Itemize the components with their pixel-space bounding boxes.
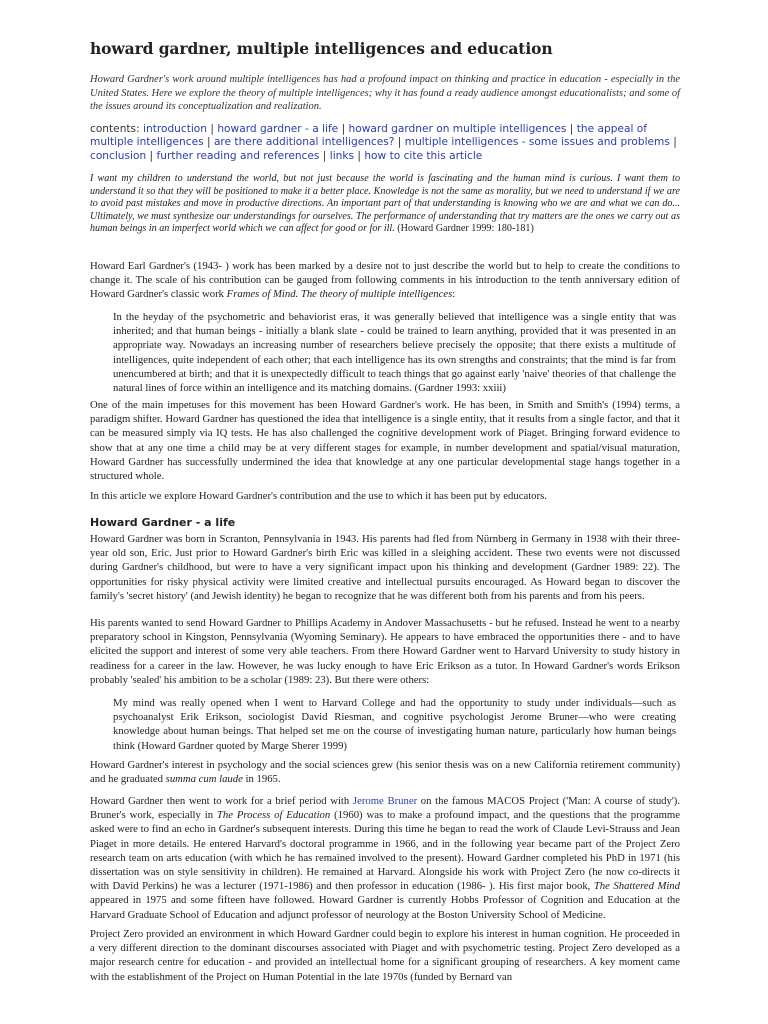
opening-quote-text: I want my children to understand the world, but not just because the world is fascinating and the human mind is curious. I want them to understand it so that they will be positioned to make it a better place. Knowledge is not the same as morality, but we need to understand if we are to avoid past mistakes and move in productive directions. An important part of that understanding is knowing who we are and what we can do... Ultimately, we must synthesize our understandings for ourselves. The performance of understanding that try matters are the ones we carry out as human beings in an imperfect world which we can affect for good or for ill. — [90, 173, 680, 234]
book-title: The Shattered Mind — [593, 880, 680, 893]
contents-link-further-reading[interactable]: further reading and references — [156, 149, 320, 162]
contents-link-introduction[interactable]: introduction — [143, 123, 208, 135]
section-heading: Howard Gardner - a life — [90, 516, 236, 529]
paragraph-text: (1960) was to make a profound impact, and the questions that the programme asked were to find an echo in Gardner's subsequent interests. During this time he began to read the work of Claude Levi-Strauss and Jean Piaget in more details. He entered Harvard's doctoral programme in 1966, and in the following year became part of the Project Zero research team on arts education (with which he has remained involved to the present). Howard Gardner completed his PhD in 1971 (his dissertation was on style sensitivity in children). He remained at Harvard. Alongside his work with Project Zero (he now co-directs it with David Perkins) he was a lecturer (1971-1986) and then professor in education (1986- ). His first major book, — [90, 809, 680, 893]
paragraph-text: appeared in 1975 and some fifteen have followed. Howard Gardner is currently Hobbs Professor of Cognition and Education at the Harvard Graduate School of Education and adjunct professor of neurology at the Boston University School of Medicine. — [90, 894, 680, 921]
contents-separator: | — [149, 149, 154, 162]
contents-separator: | — [206, 136, 211, 149]
book-title: The Process of Education — [216, 809, 331, 822]
contents-separator: | — [357, 149, 361, 162]
paragraph-text: on the famous MACOS Project ('Man: A course of study'). Bruner's work, especially in — [90, 795, 681, 822]
contents-separator: | — [322, 149, 327, 162]
contents-link-appeal[interactable]: the appeal of multiple intelligences — [90, 123, 647, 149]
contents-link-additional-intelligences[interactable]: are there additional intelligences? — [213, 136, 395, 149]
paragraph-education: His parents wanted to send Howard Gardner to Phillips Academy in Andover Massachusetts - but he refused. Instead he went to a nearby preparatory school in Kingston, Pennsylvania (Wyoming Seminary). He appears to have embraced the opportunities there - and to have elicited the support and interest of some very able teachers. From there Howard Gardner went to Harvard University to study history in readiness for a career in the law. However, he was lucky enough to have Eric Erikson as a tutor. In Howard Gardner's words Erikson probably 'sealed' his ambition to be a scholar (1989: 23). But there were others: — [90, 617, 680, 686]
contents-nav — [90, 123, 680, 163]
contents-separator: | — [210, 123, 214, 135]
page-title: howard gardner, multiple intelligences and education — [90, 39, 553, 58]
paragraph-text: Howard Earl Gardner's (1943- ) work has been marked by a desire not to just describe the world but to help to create the conditions to change it. The scale of his contribution can be gauged from following comments in his introduction to the tenth anniversary edition of Howard Gardner's classic work — [90, 260, 680, 301]
latin-honours: summa cum laude — [165, 773, 243, 786]
contents-separator: | — [673, 136, 677, 149]
contents-link-conclusion[interactable]: conclusion — [90, 149, 147, 162]
jerome-bruner-link[interactable]: Jerome Bruner — [352, 795, 418, 807]
contents-link-links[interactable]: links — [329, 149, 355, 162]
paragraph-text: in 1965. — [242, 773, 281, 786]
contents-link-issues-and-problems[interactable]: multiple intelligences - some issues and problems — [404, 136, 670, 149]
paragraph-text: Howard Gardner then went to work for a brief period with — [90, 795, 353, 807]
contents-separator: | — [341, 123, 346, 135]
paragraph-early-life: Howard Gardner was born in Scranton, Pennsylvania in 1943. His parents had fled from Nürnberg in Germany in 1938 with their three-year old son, Eric. Just prior to Howard Gardner's birth Eric was killed in a sleighing accident. These two events were not discussed during Gardner's childhood, but were to have a very significant impact upon his thinking and development (Gardner 1989: 22). The opportunities for risky physical activity were limited creative and intellectual pursuits encouraged. As Howard began to discover the family's 'secret history' (and Jewish identity) he began to recognize that he was different both from his parents and from his peers. — [90, 533, 680, 602]
contents-link-how-to-cite[interactable]: how to cite this article — [364, 149, 483, 162]
opening-quote-citation: (Howard Gardner 1999: 180-181) — [397, 223, 534, 234]
paragraph-paradigm-shifter: One of the main impetuses for this movement has been Howard Gardner's work. He has been, in Smith and Smith's (1994) terms, a paradigm shifter. Howard Gardner has questioned the idea that intelligence is a single entity, that it results from a single factor, and that it can be measured simply via IQ tests. He has also challenged the cognitive development work of Piaget. Bringing forward evidence to show that at any one time a child may be at very different stages for example, in number development and spatial/visual maturation, Howard Gardner has successfully undermined the idea that knowledge at any one particular developmental stage hangs together in a structured whole. — [90, 399, 680, 483]
article-intro: Howard Gardner's work around multiple intelligences has had a profound impact on thinking and practice in education - especially in the United States. Here we explore the theory of multiple intelligences; why it has found a ready audience amongst educationalists; and some of the issues around its conceptualization and realization. — [90, 74, 680, 112]
paragraph-article-scope: In this article we explore Howard Gardner's contribution and the use to which it has been put by educators. — [90, 490, 547, 502]
contents-link-a-life[interactable]: howard gardner - a life — [217, 123, 339, 135]
contents-link-on-multiple-intelligences[interactable]: howard gardner on multiple intelligences — [348, 123, 567, 135]
paragraph-text: Howard Gardner's interest in psychology and the social sciences grew (his senior thesis was on a new California retirement community) and he graduated — [90, 759, 680, 786]
paragraph-intro — [90, 259, 680, 302]
paragraph-text: : — [452, 288, 456, 301]
contents-label: contents: — [90, 123, 140, 135]
blockquote-harvard: My mind was really opened when I went to Harvard College and had the opportunity to study under individuals—such as psychoanalyst Erik Erikson, sociologist David Riesman, and cognitive psychologist Jerome Bruner—who were creating knowledge about human beings. That helped set me on the course of investigating human nature, particularly how human beings think (Howard Gardner quoted by Marge Sherer 1999) — [113, 697, 676, 752]
opening-quote — [90, 173, 680, 236]
paragraph-project-zero: Project Zero provided an environment in which Howard Gardner could begin to explore his interest in human cognition. He proceeded in a very different direction to the dominant discourses associated with Piaget and with psychometric testing. Project Zero developed as a major research centre for education - and provided an intellectual home for a significant grouping of researchers. A key moment came with the establishment of the Project on Human Potential in the late 1970s (funded by Bernard van — [90, 928, 680, 983]
book-title: Frames of Mind. The theory of multiple intelligences — [226, 288, 453, 301]
blockquote-gardner-1993: In the heyday of the psychometric and behaviorist eras, it was generally believed that intelligence was a single entity that was inherited; and that human beings - initially a blank slate - could be trained to learn anything, provided that it was presented in an appropriate way. Nowadays an increasing number of researchers believe precisely the opposite; that there exists a multitude of intelligences, quite independent of each other; that each intelligence has its own strengths and constraints; that the mind is far from unencumbered at birth; and that it is unexpectedly difficult to teach things that go against early 'naive' theories of that challenge the natural lines of force within an intelligence and its matching domains. (Gardner 1993: xxiii) — [113, 311, 676, 395]
contents-separator: | — [397, 136, 402, 149]
contents-separator: | — [569, 123, 574, 135]
paragraph-graduation — [90, 758, 680, 786]
paragraph-career — [90, 794, 680, 922]
